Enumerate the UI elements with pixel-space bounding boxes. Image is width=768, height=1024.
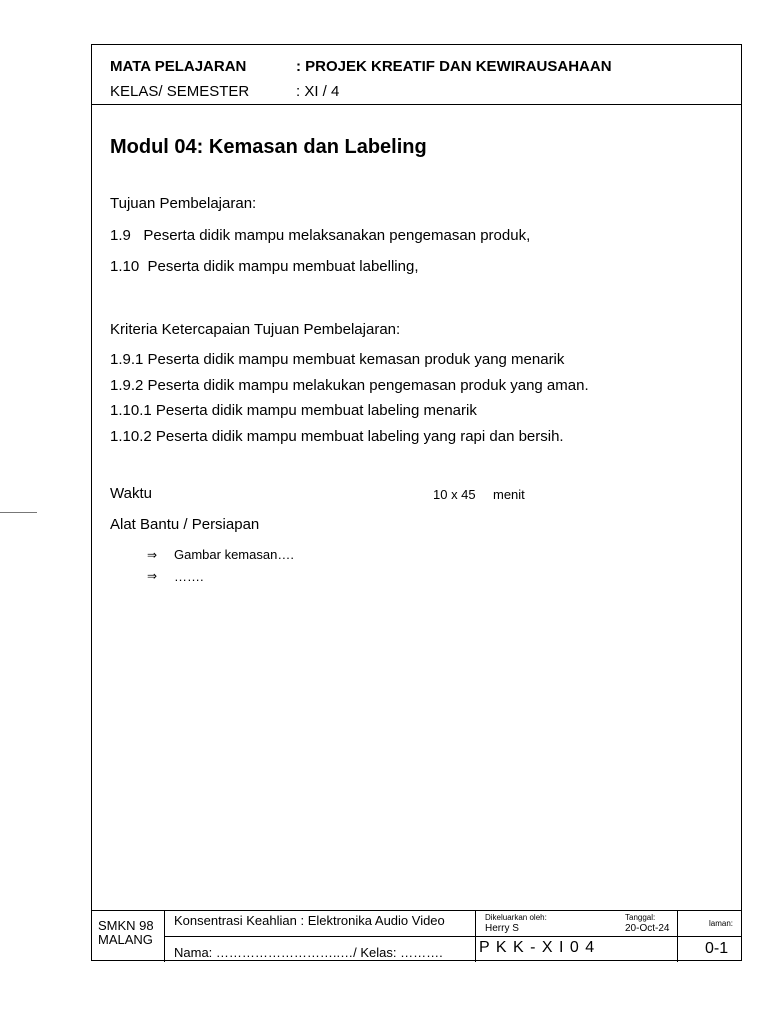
time-unit: menit [493,487,525,502]
criteria-item: 1.10.1 Peserta didik mampu membuat labeling menarik [110,402,477,419]
document-page [91,44,742,961]
arrow-bullet-icon: ⇒ [147,548,158,562]
date-value: 20-Oct-24 [625,923,670,934]
page-number: 0-1 [705,940,729,957]
document-code: P K K - X I 0 4 [479,939,595,956]
objective-item: 1.10 Peserta didik mampu membuat labelling, [110,258,419,275]
criteria-item: 1.9.1 Peserta didik mampu membuat kemasan produk yang menarik [110,351,565,368]
document-footer [92,910,741,962]
school-city: MALANG [98,932,153,947]
date-label: Tanggal: [625,913,656,922]
document-header [92,45,741,105]
objectives-heading: Tujuan Pembelajaran: [110,195,257,212]
module-title: Modul 04: Kemasan dan Labeling [110,136,427,158]
time-label: Waktu [110,485,152,502]
competency-text: Konsentrasi Keahlian : Elektronika Audio Video [174,913,445,928]
criteria-item: 1.10.2 Peserta didik mampu membuat labeling yang rapi dan bersih. [110,428,564,445]
tools-item: ……. [174,569,204,584]
class-value: : XI / 4 [296,83,340,100]
class-label: KELAS/ SEMESTER [110,83,250,100]
name-class-line: Nama: ………………………..…/ Kelas: ………. [174,945,443,960]
margin-mark [0,512,37,513]
tools-item: Gambar kemasan…. [174,547,294,562]
objective-item: 1.9 Peserta didik mampu melaksanakan pengemasan produk, [110,227,531,244]
issued-label: Dikeluarkan oleh: [485,913,547,922]
tools-heading: Alat Bantu / Persiapan [110,516,260,533]
page-label: laman: [709,919,734,928]
subject-value: : PROJEK KREATIF DAN KEWIRAUSAHAAN [296,58,612,75]
time-value: 10 x 45 [433,487,476,502]
arrow-bullet-icon: ⇒ [147,569,158,583]
subject-label: MATA PELAJARAN [110,58,247,75]
issued-value: Herry S [485,923,519,934]
criteria-heading: Kriteria Ketercapaian Tujuan Pembelajaran: [110,321,401,338]
criteria-item: 1.9.2 Peserta didik mampu melakukan pengemasan produk yang aman. [110,377,589,394]
school-name: SMKN 98 [98,918,154,933]
